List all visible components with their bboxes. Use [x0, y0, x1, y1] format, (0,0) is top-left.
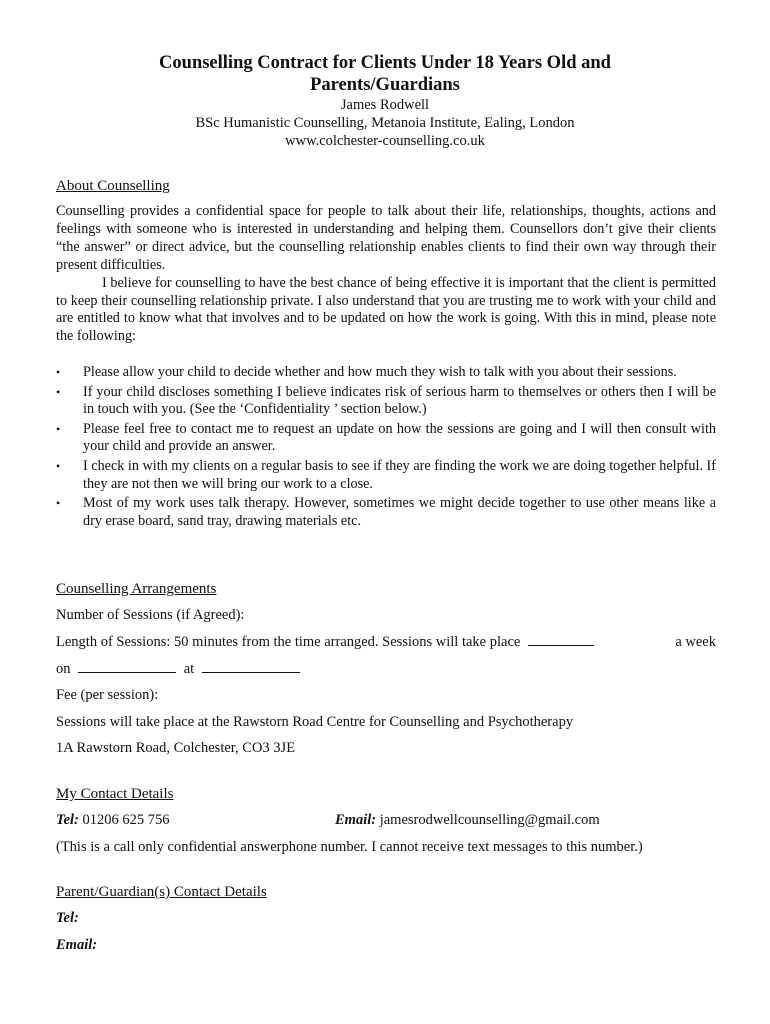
parent-heading: Parent/Guardian(s) Contact Details — [56, 884, 267, 900]
author-name: James Rodwell — [340, 97, 430, 113]
guidance-list — [56, 364, 716, 532]
parent-tel-line — [56, 909, 716, 927]
document-title — [0, 52, 770, 96]
about-section — [56, 203, 716, 346]
sessions-day-time-line — [56, 660, 716, 678]
list-item-text: I check in with my clients on a regular basis to see if they are finding the work we are doing together helpful. If they are not then we will bring our work to a close. — [83, 458, 716, 492]
address-line: 1A Rawstorn Road, Colchester, CO3 3JE — [56, 740, 296, 756]
about-paragraph-2: I believe for counselling to have the best chance of being effective it is important that the client is permitted to keep their counselling relationship private. I also understand that you are trusting me to work with your child and are entitled to know what that involves and to be updated on how the work is going. With this in mind, please note the following: — [56, 274, 716, 345]
bullet-icon: • — [56, 384, 61, 399]
sessions-length-line — [56, 633, 716, 651]
list-item-text: Most of my work uses talk therapy. However, sometimes we might decide together to use other means like a dry erase board, sand tray, drawing materials etc. — [83, 495, 716, 529]
sessions-per-week-blank[interactable] — [528, 633, 594, 646]
a-week-text: a week — [675, 634, 716, 650]
list-item — [56, 458, 716, 493]
sessions-length-text: Length of Sessions: 50 minutes from the time arranged. Sessions will take place — [56, 634, 521, 650]
bullet-icon: • — [56, 421, 61, 436]
contact-line — [56, 811, 716, 829]
day-blank[interactable] — [78, 660, 176, 673]
contact-note: (This is a call only confidential answerphone number. I cannot receive text messages to this number.) — [56, 839, 643, 855]
list-item-text: Please allow your child to decide whether and how much they wish to talk with you about their sessions. — [83, 364, 677, 380]
email-label: Email: — [335, 812, 377, 828]
arrangements-heading: Counselling Arrangements — [56, 581, 217, 597]
bullet-icon: • — [56, 365, 61, 379]
list-item-text: If your child discloses something I believe indicates risk of serious harm to themselves or others then I will be in touch with you. (See the ‘Confidentiality ’ section below.) — [83, 383, 716, 418]
list-item — [56, 364, 716, 382]
list-item — [56, 495, 716, 530]
on-text: on — [56, 661, 71, 677]
time-blank[interactable] — [202, 660, 300, 673]
about-heading: About Counselling — [56, 178, 170, 194]
bullet-icon: • — [56, 459, 61, 474]
title-line-1: Counselling Contract for Clients Under 18 Years Old and — [159, 53, 611, 73]
title-line-2: Parents/Guardians — [310, 75, 460, 95]
at-text: at — [183, 661, 195, 677]
bullet-icon: • — [56, 496, 61, 511]
tel-value: 01206 625 756 — [82, 812, 170, 828]
list-item — [56, 421, 716, 456]
email-block — [335, 811, 600, 829]
contact-heading: My Contact Details — [56, 786, 174, 802]
about-paragraph-1: Counselling provides a confidential space for people to talk about their life, relationships, thoughts, actions and feelings with someone who is interested in understanding and helping them. Counsellors don’t give their clients “the answer” or direct advice, but the counselling relationship enables clients to find their own way through their present difficulties. — [56, 203, 716, 273]
author-website: www.colchester-counselling.co.uk — [285, 133, 485, 149]
fee-line: Fee (per session): — [56, 687, 159, 703]
tel-label: Tel: — [56, 812, 79, 828]
email-value: jamesrodwellcounselling@gmail.com — [379, 812, 600, 828]
venue-line: Sessions will take place at the Rawstorn Road Centre for Counselling and Psychotherapy — [56, 714, 574, 730]
sessions-number-line: Number of Sessions (if Agreed): — [56, 607, 245, 623]
parent-email-label: Email: — [56, 937, 98, 953]
author-credentials: BSc Humanistic Counselling, Metanoia Institute, Ealing, London — [195, 115, 575, 131]
parent-tel-label: Tel: — [56, 910, 79, 926]
list-item — [56, 384, 716, 419]
list-item-text: Please feel free to contact me to request an update on how the sessions are going and I will then consult with your child and provide an answer. — [83, 420, 716, 455]
parent-email-line — [56, 936, 716, 954]
